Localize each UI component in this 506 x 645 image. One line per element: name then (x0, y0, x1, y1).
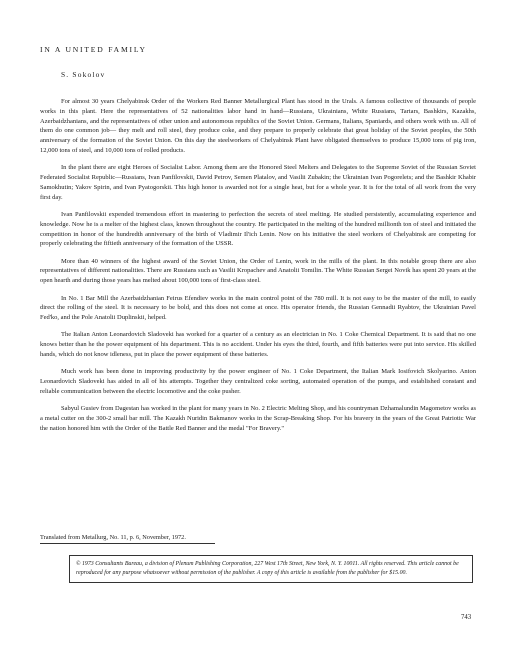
paragraph: The Italian Anton Leonardovich Sladoveki has worked for a quarter of a century as an electrician in No. 1 Coke Chemical Department. It is said that no one knows better than he the power equipment of his department. This is no accident. Under his eyes the third, fourth, and fifth batteries were put into service. His skilled hands, which do not know idleness, put in place the power equipment of these batteries. (40, 331, 476, 359)
paragraph: Sabyul Gusiev from Dagestan has worked in the plant for many years in No. 2 Electric Melting Shop, and his countryman Dzhamalundin Magometov works as a metal cutter on the 300-2 small bar mill. The Kazakh Nuridin Bakmanov works in the Scrap-Breaking Shop. For his bravery in the years of the Great Patriotic War the nation honored him with the Order of the Battle Red Banner and the medal "For Bravery." (40, 405, 476, 432)
footnote-divider (40, 543, 215, 544)
paragraph: In the plant there are eight Heroes of Socialist Labor. Among them are the Honored Steel Melters and Delegates to the Supreme Soviet of the Russian Soviet Federated Socialist Republic—Russians, Ivan Panfilovskii, David Petrov, Semen Platalov, and Vasilii Zubakin; the Ukrainian Ivan Pogorelets; and the Bashkir Khabir Samokhutin; Yakov Spirin, and Ivan Pyatogorskii. This high honor is awarded not for a single heat, but for a whole year. It is for the total of all work from the very first day. (40, 164, 476, 201)
article-heading: IN A UNITED FAMILY (40, 45, 147, 54)
copyright-box: © 1973 Consultants Bureau, a division of Plenum Publishing Corporation, 227 West 17th Street, New York, N. Y. 10011. All rights reserved. This article cannot be reproduced for any purpose whatsoever without permission of the publisher. A copy of this article is available from the publisher for $15.00. (69, 555, 473, 583)
paragraph: Ivan Panfilovskii expended tremendous effort in mastering to perfection the secrets of steel melting. He studied persistently, accumulating experience and knowledge. Now he is a melter of the highest class, known throughout the country. He participated in the melting of the hundred millionth ton of steel and initiated the competition in honor of the hundredth anniversary of the birth of Vladimir Il'ich Lenin. Now on his initiative the steel workers of Chelyabinsk are competing for properly celebrating the fiftieth anniversary of the formation of the USSR. (40, 210, 476, 248)
translation-note: Translated from Metallurg, No. 11, p. 6, November, 1972. (40, 534, 186, 541)
page-number: 743 (461, 614, 472, 621)
paragraph: Much work has been done in improving productivity by the power engineer of No. 1 Coke Department, the Italian Mark Iosifovich Skolyarino. Anton Leonardovich Sladoveki has aided in all of his attempts. Together they centralized coke sorting, automated operation of the pumps, and established constant and reliable communication between the electric locomotive and the coke pusher. (40, 368, 476, 395)
paragraph: For almost 30 years Chelyabinsk Order of the Workers Red Banner Metallurgical Plant has stood in the Urals. A famous collective of thousands of people works in this plant. Here the representatives of 52 nationalities labor hand in hand—Russians, Ukrainians, White Russians, Tartars, Bashkirs, Kazakhs, Azerbaidzhanians, and the representatives of other union and autonomous republics of the Soviet Union. Germans, Italians, Spaniards, and others work with us. All of them do one common job— they melt and roll steel, they produce coke, and they prepare to properly celebrate that great holiday of the Soviet peoples, the 50th anniversary of the formation of the Soviet Union. On this day the steelworkers of Chelyabinsk Plant have obligated themselves to produce 15,000 tons of pig iron, 12,000 tons of steel, and 10,000 tons of rolled products. (40, 98, 476, 154)
article-author: S. Sokolov (61, 70, 106, 79)
paragraph: More than 40 winners of the highest award of the Soviet Union, the Order of Lenin, work in the mills of the plant. In this notable group there are also representatives of different nationalities. There are Russians such as Vasilii Kropachev and Anatolii Tomilin. The White Russian Sergei Novik has spent 20 years at the open hearth and during those years has melted about 100,000 tons of first-class steel. (40, 257, 476, 285)
paragraph: In No. 1 Bar Mill the Azerbaidzhanian Feirus Efendiev works in the main control point of the 780 mill. It is not easy to be the master of the mill, to easily direct the rolling of the steel. It is necessary to be bold, and this does not come at once. His operator friends, the Russian Gennadii Ryabtov, the Ukrainian Pavel Fed'ko, and the Pole Anatolii Duplinskii, helped. (40, 294, 476, 322)
article-body (40, 97, 476, 441)
